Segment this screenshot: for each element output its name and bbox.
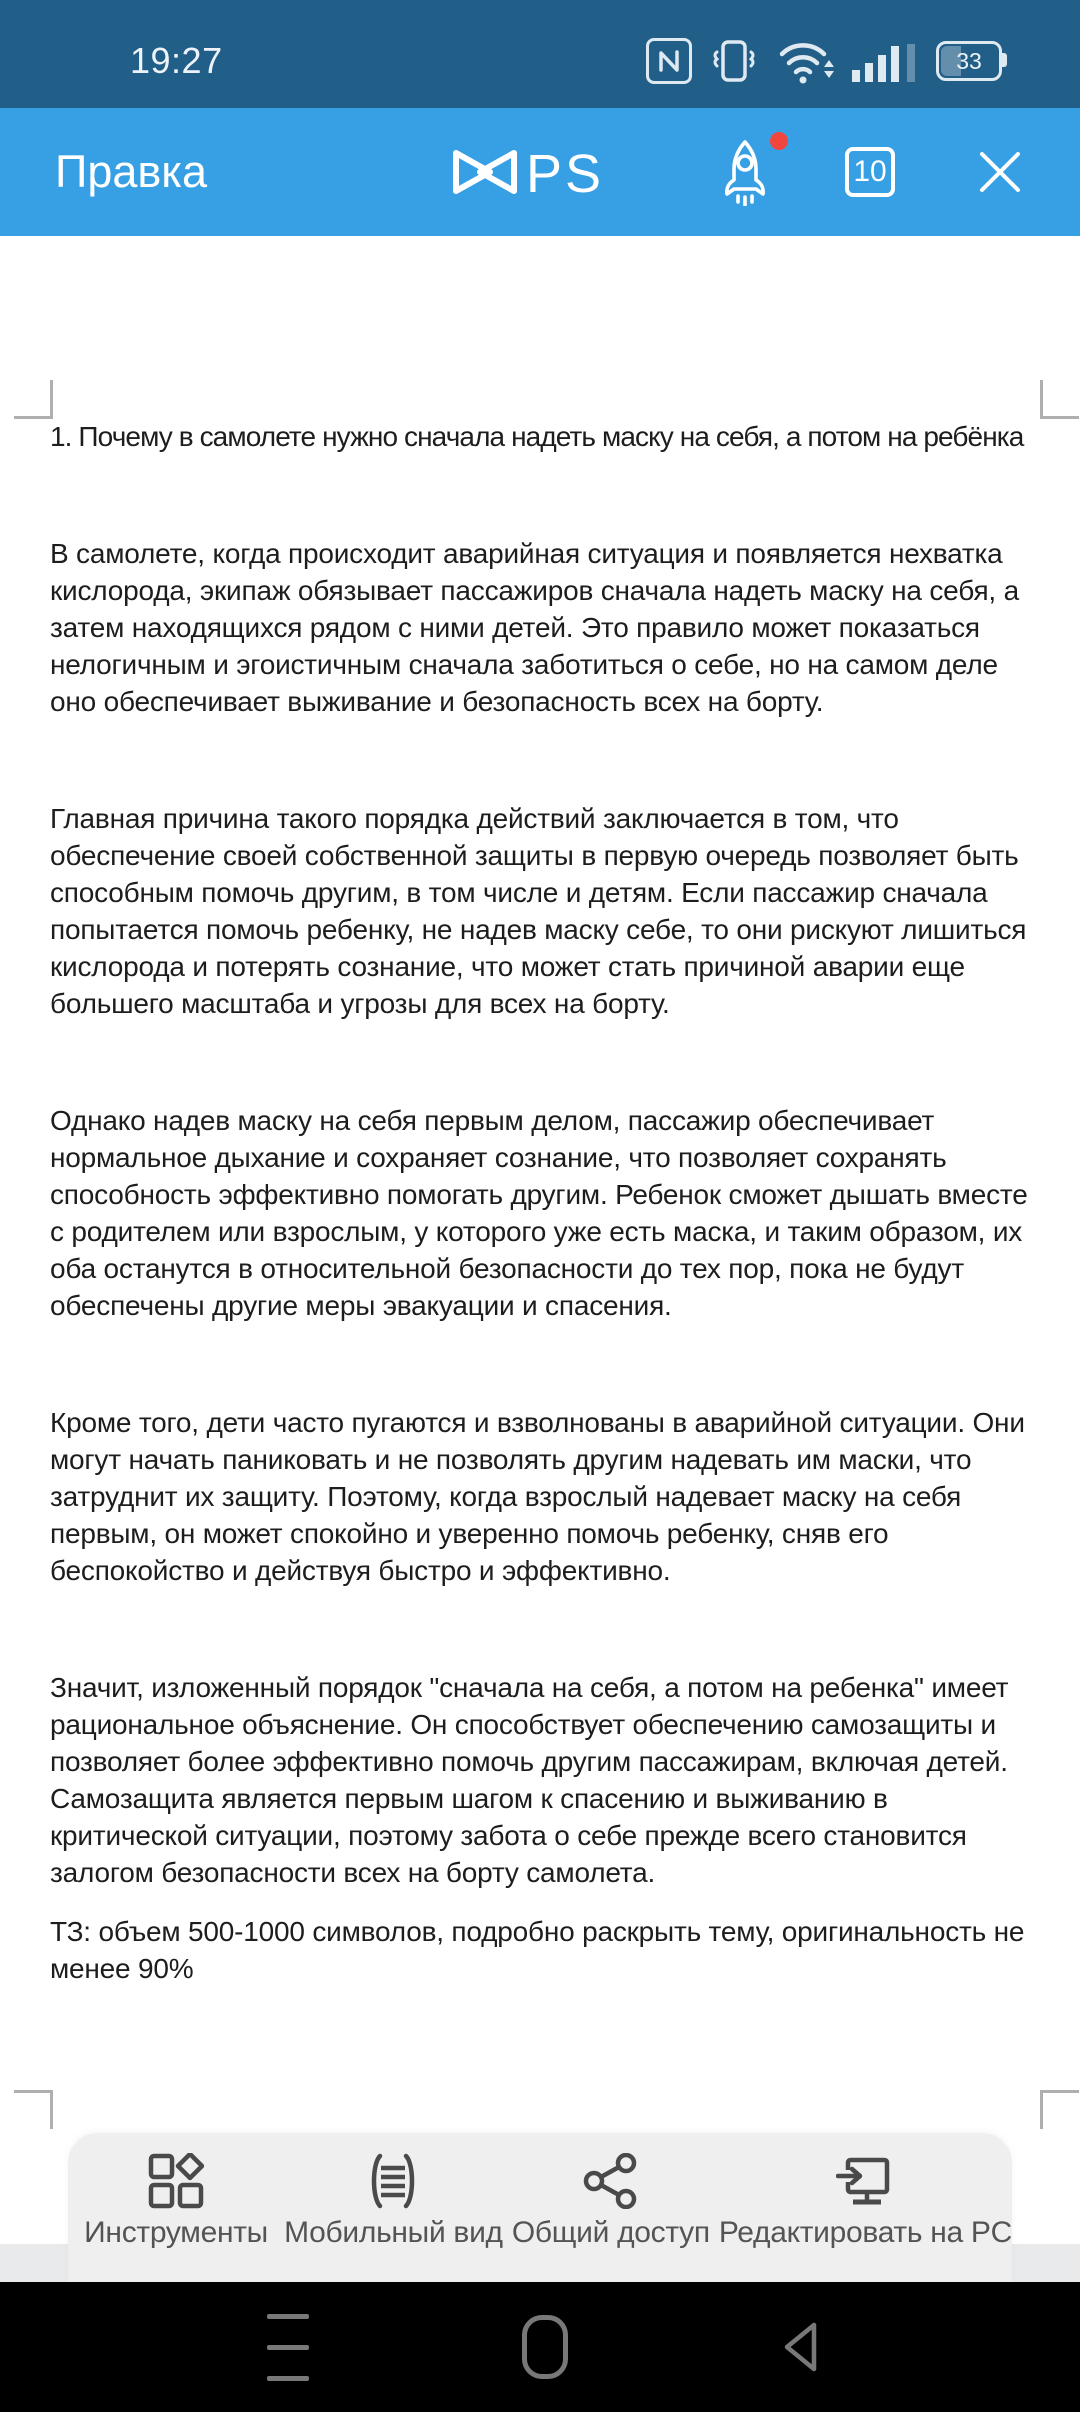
document-body [50, 418, 1042, 1987]
page-corner-bottom-left [14, 2090, 53, 2129]
signal-icon [852, 40, 920, 82]
edit-on-pc-button[interactable] [719, 2133, 1012, 2282]
battery-percent: 33 [956, 47, 982, 74]
tools-button[interactable] [68, 2133, 284, 2282]
mobile-view-icon [365, 2153, 421, 2209]
assistant-rocket-button[interactable] [714, 138, 776, 206]
close-button[interactable] [975, 147, 1025, 197]
document-paragraph[interactable]: Кроме того, дети часто пугаются и взволнованы в аварийной ситуации. Они могут начать паниковать и не позволять другим надевать им маски, что затруднит их защиту. Поэтому, когда взрослый надевает маску на себя первым, он может спокойно и уверенно помочь ребенку, сняв его беспокойство и действуя быстро и эффективно. [50, 1407, 1025, 1586]
page-corner-top-right [1040, 380, 1079, 419]
page-corner-bottom-right [1040, 2090, 1079, 2129]
menu-icon [267, 2314, 309, 2381]
document-paragraph[interactable]: Главная причина такого порядка действий заключается в том, что обеспечение своей собственной защиты в первую очередь позволяет быть способным помочь другим, в том числе и детям. Если пассажир сначала попытается помочь ребенку, не надев маску себе, то они рискуют лишиться кислорода и потерять сознание, что может стать причиной аварии еще большего масштаба и угрозы для всех на борту. [50, 803, 1027, 1019]
back-icon [780, 2321, 820, 2373]
mobile-view-button[interactable] [284, 2133, 503, 2282]
status-bar [0, 0, 1080, 108]
wps-logo [452, 141, 634, 203]
menu-button[interactable] [188, 2282, 388, 2412]
page-title: Правка [55, 146, 208, 197]
nfc-icon [646, 38, 692, 84]
document-note[interactable]: ТЗ: объем 500-1000 символов, подробно раскрыть тему, оригинальность не менее 90% [50, 1916, 1025, 1984]
share-icon [583, 2153, 639, 2209]
page-count-value: 10 [853, 155, 887, 188]
android-nav-bar [0, 2282, 1080, 2412]
vibrate-icon [708, 39, 760, 83]
battery-icon [936, 41, 1002, 81]
app-header [0, 108, 1080, 236]
bottom-toolbar [68, 2133, 1012, 2282]
edit-on-pc-label: Редактировать на PC [718, 2216, 1013, 2249]
document-heading[interactable]: 1. Почему в самолете нужно сначала надеть маску на себя, а потом на ребёнка [50, 421, 1024, 452]
share-label: Общий доступ [511, 2216, 710, 2249]
tools-label: Инструменты [84, 2216, 268, 2249]
page-count-button[interactable] [845, 147, 895, 197]
page-corner-top-left [14, 380, 53, 419]
document-page[interactable] [0, 236, 1080, 2244]
wifi-icon [776, 37, 836, 85]
notification-dot [770, 132, 788, 150]
edit-on-pc-icon [836, 2153, 894, 2209]
status-icons [646, 37, 1002, 85]
back-button[interactable] [700, 2282, 900, 2412]
document-paragraph[interactable]: Значит, изложенный порядок "сначала на себя, а потом на ребенка" имеет рациональное объяснение. Он способствует обеспечению самозащиты и позволяет более эффективно помочь другим пассажирам, включая детей. Самозащита является первым шагом к спасению и выживанию в критической ситуации, поэтому забота о себе прежде всего становится залогом безопасности всех на борту самолета. [50, 1672, 1009, 1888]
document-paragraph[interactable]: В самолете, когда происходит аварийная ситуация и появляется нехватка кислорода, экипаж обязывает пассажиров сначала надеть маску на себя, а затем находящихся рядом с ними детей. Это правило может показаться нелогичным и эгоистичным сначала заботиться о себе, но на самом деле оно обеспечивает выживание и безопасность всех на борту. [50, 538, 1019, 717]
home-button[interactable] [445, 2282, 645, 2412]
mobile-view-label: Мобильный вид [284, 2216, 503, 2249]
share-button[interactable] [503, 2133, 719, 2282]
clock: 19:27 [130, 40, 223, 81]
home-icon [522, 2315, 568, 2379]
tools-grid-icon [148, 2153, 204, 2209]
svg-text:PS: PS [526, 144, 605, 203]
close-icon [975, 147, 1025, 197]
document-paragraph[interactable]: Однако надев маску на себя первым делом, пассажир обеспечивает нормальное дыхание и сохраняет сознание, что позволяет сохранять способность эффективно помогать другим. Ребенок сможет дышать вместе с родителем или взрослым, у которого уже есть маска, и таким образом, их оба останутся в относительной безопасности до тех пор, пока не будут обеспечены другие меры эвакуации и спасения. [50, 1105, 1028, 1321]
